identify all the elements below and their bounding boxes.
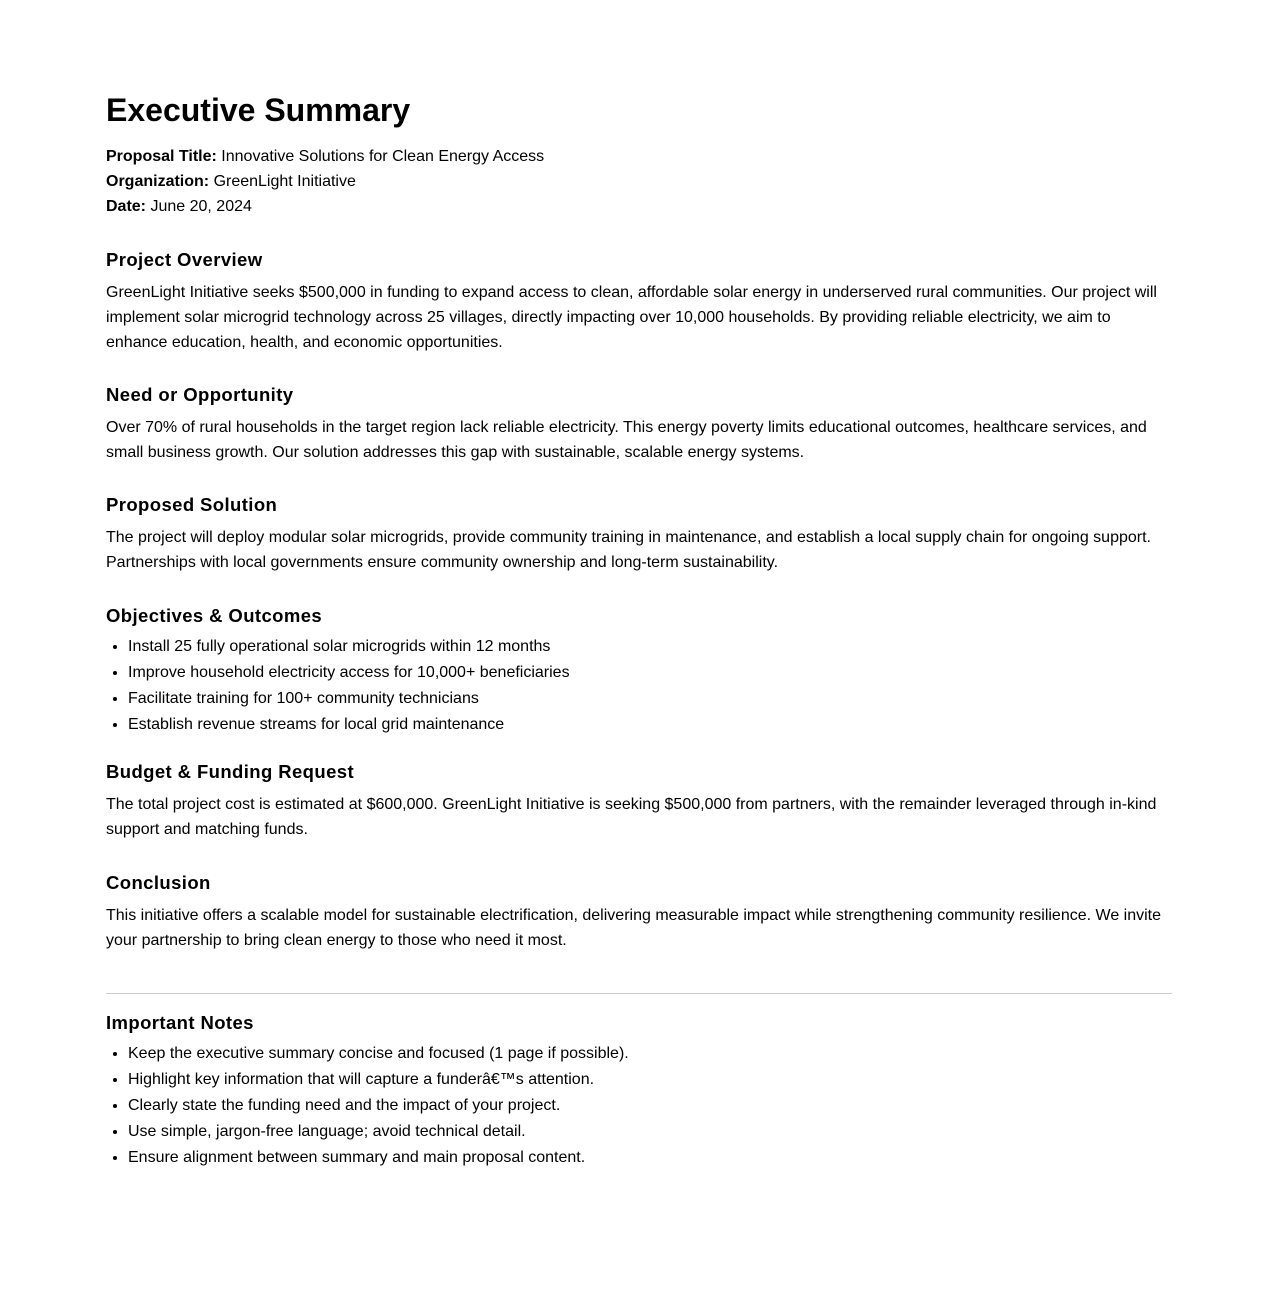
section-proposed-solution (106, 492, 1172, 575)
meta-proposal-title (106, 144, 1172, 169)
meta-label: Organization: (106, 173, 210, 190)
list-item: • Improve household electricity access for 10,000+ beneficiaries (128, 660, 1172, 686)
list-item: • Facilitate training for 100+ community technicians (128, 686, 1172, 712)
section-heading: Important Notes (106, 1012, 254, 1033)
list-item: • Ensure alignment between summary and main proposal content. (128, 1145, 1172, 1171)
list-item: • Keep the executive summary concise and focused (1 page if possible). (128, 1041, 1172, 1067)
section-heading: Objectives & Outcomes (106, 605, 323, 626)
section-important-notes (106, 1010, 1172, 1171)
section-body: GreenLight Initiative seeks $500,000 in funding to expand access to clean, affordable solar energy in underserved rural communities. Our project will implement solar microgrid technology across 25 villages, directly impacting over 10,000 households. By providing reliable electricity, we aim to enhance education, health, and economic opportunities. (106, 284, 1157, 351)
section-budget-funding (106, 759, 1172, 842)
section-need-or-opportunity (106, 382, 1172, 465)
list-item: • Establish revenue streams for local grid maintenance (128, 712, 1172, 738)
meta-value: GreenLight Initiative (213, 173, 356, 190)
meta-label: Date: (106, 198, 147, 215)
meta-label: Proposal Title: (106, 148, 217, 165)
meta-organization (106, 169, 1172, 194)
section-heading: Need or Opportunity (106, 384, 294, 405)
list-item: • Install 25 fully operational solar microgrids within 12 months (128, 634, 1172, 660)
section-body: The total project cost is estimated at $600,000. GreenLight Initiative is seeking $500,000 from partners, with the remainder leveraged through in-kind support and matching funds. (106, 796, 1157, 838)
notes-list (106, 1041, 1172, 1171)
section-body: This initiative offers a scalable model for sustainable electrification, delivering measurable impact while strengthening community resilience. We invite your partnership to bring clean energy to those who need it most. (106, 907, 1162, 949)
objectives-list (106, 634, 1172, 738)
list-item: • Use simple, jargon-free language; avoid technical detail. (128, 1119, 1172, 1145)
section-project-overview (106, 247, 1172, 355)
section-body: The project will deploy modular solar microgrids, provide community training in maintenance, and establish a local supply chain for ongoing support. Partnerships with local governments ensure community ownership and long-term sustainability. (106, 529, 1151, 571)
section-divider (106, 993, 1172, 994)
section-heading: Budget & Funding Request (106, 761, 355, 782)
section-heading: Project Overview (106, 249, 263, 270)
meta-value: Innovative Solutions for Clean Energy Access (221, 148, 545, 165)
page-title: Executive Summary (106, 92, 411, 128)
list-item: • Clearly state the funding need and the impact of your project. (128, 1093, 1172, 1119)
list-item: • Highlight key information that will capture a funderâ€™s attention. (128, 1067, 1172, 1093)
section-conclusion (106, 870, 1172, 953)
meta-value: June 20, 2024 (150, 198, 252, 215)
proposal-meta (106, 144, 1172, 219)
meta-date (106, 194, 1172, 219)
section-heading: Proposed Solution (106, 494, 278, 515)
section-objectives-outcomes (106, 603, 1172, 738)
section-body: Over 70% of rural households in the target region lack reliable electricity. This energy poverty limits educational outcomes, healthcare services, and small business growth. Our solution addresses this gap with sustainable, scalable energy systems. (106, 419, 1147, 461)
section-heading: Conclusion (106, 872, 211, 893)
